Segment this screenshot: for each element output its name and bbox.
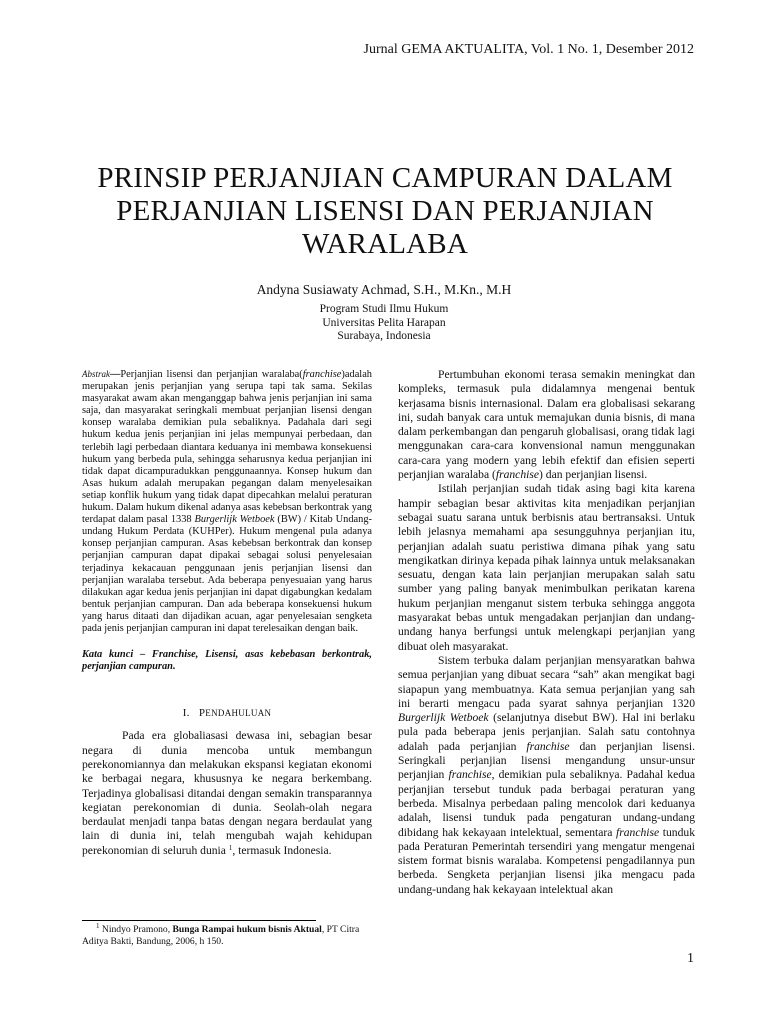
p1-text-a: Pertumbuhan ekonomi terasa semakin meningkat dan kompleks, termasuk pula didalamnya mengenai bentuk kerjasama bisnis internasional. Dalam era globalisasi sekarang ini, sudah banyak cara untuk memajukan dunia bisnis, di mana dalam perkembangan dan pengaruh globalisasi, orang tidak lagi menggunakan cara-cara konvensional namun menggunakan cara-cara yang modern yang lebih efektif dan efisien seperti perjanjian waralaba (: [398, 368, 695, 482]
keywords: Kata kunci – Franchise, Lisensi, asas kebebasan berkontrak, perjanjian campuran.: [82, 649, 372, 673]
footnote-rest: , PT Citra Aditya Bakti, Bandung, 2006, h 150.: [82, 924, 360, 947]
p3-text-e: tunduk pada Peraturan Pemerintah tersendiri yang mengatur mengenai sistem format bisnis waralaba. Kompetensi pengadilannya pun berbeda. Sengketa perjanjian lisensi jika mengacu pada undang-undang hak kekayaan intelektual akan: [398, 825, 695, 896]
paper-title: PRINSIP PERJANJIAN CAMPURAN DALAM PERJANJIAN LISENSI DAN PERJANJIAN WARALABA: [97, 162, 673, 260]
right-column: [398, 368, 695, 897]
section-rest: ENDAHULUAN: [205, 708, 272, 719]
page-number: 1: [687, 951, 694, 966]
left-column: [82, 368, 372, 858]
p3-franchise-1: franchise: [526, 739, 570, 753]
abstract-text-2: )adalah merupakan jenis perjanjian yang serupa tapi tak sama. Sekilas masyarakat awam akan menganggap bahwa jenis perjanjian ini sama saja, dan masyarakat seringkali membuat perjanjian lisensi dengan konsep waralaba demikian pula sebaliknya. Padahala dari segi hukum kedua jenis perjanjian ini jelas mempunyai perbedaan, dan terlebih lagi perbedaan diantara keduanya ini membawa konsekuensi hukum yang berbeda pula, sehingga seharusnya kedua perjanjian ini tidak dapat dicampuradukkan penggunaannya. Konsep hukum dan Asas hukum adalah merupakan pegangan dalam menyelesaikan setiap konflik hukum yang tidak dapat dipecahkan melalui peraturan hukum. Dalam hukum dikenal adanya asas kebebsan berkontrak yang terdapat dalam pasal 1338: [82, 369, 372, 526]
affiliation-university: Universitas Pelita Harapan: [322, 316, 446, 329]
section-numeral: I.: [182, 707, 190, 720]
affiliation-city: Surabaya, Indonesia: [337, 330, 431, 342]
p3-franchise-2: franchise: [448, 768, 492, 782]
abstract-dash: —: [110, 369, 121, 380]
footnote-divider: [82, 920, 316, 921]
paragraph-pertumbuhan: [398, 368, 695, 482]
intro-paragraph: [82, 729, 372, 858]
intro-text: Pada era globaliasasi dewasa ini, sebagian besar negara di dunia mencoba untuk membangun perekonomiannya dan melakukan ekspansi kegiatan ekonomi ke berbagai negara, khususnya ke negara berkembang. Terjadinya globalisasi ditandai dengan semakin transparannya kegiatan perekonomian di dunia. Seolah-olah negara berdaulat menjadi tanpa batas dengan negara berdaulat yang lain di dunia ini, telah mengubah wajah kehidupan perekonomian di seluruh dunia: [82, 729, 372, 857]
intro-tail: , termasuk Indonesia.: [232, 843, 332, 857]
abstract-text-1: Perjanjian lisensi dan perjanjian waralaba(: [120, 369, 303, 380]
paragraph-istilah: Istilah perjanjian sudah tidak asing bagi kita karena hampir sebagian besar aktivitas kita menjadikan perjanjian sebagai suatu sarana untuk berbisnis atau bertransaksi. Untuk lebih jelasnya memahami apa sesungguhnya perjanjian itu, perjanjian adalah suatu peristiwa dimana pihak yang satu mengikatkan dirinya kepada pihak lainnya untuk melaksanakan sesuatu, dengan kata lain perjanjian merupakan salah satu sumber yang paling banyak menimbulkan perikatan karena hukum perjanjian menganut sistem terbuka sehingga anggota masyarakat bebas untuk mengadakan perjanjian dan undang-undang hanya berfungsi untuk melengkapi perjanjian yang dibuat oleh masyarakat.: [398, 482, 695, 653]
abstract-bw: Burgerlijk Wetboek: [194, 514, 275, 526]
abstract: [82, 368, 372, 635]
abstract-label: Abstrak: [82, 369, 110, 379]
journal-header: Jurnal GEMA AKTUALITA, Vol. 1 No. 1, Desember 2012: [363, 42, 694, 57]
footnote-ref: 1: [228, 843, 233, 852]
author-name: Andyna Susiawaty Achmad, S.H., M.Kn., M.H: [256, 282, 512, 297]
p3-bw: Burgerlijk Wetboek: [398, 711, 489, 725]
section-heading-pendahuluan: [82, 707, 372, 719]
p1-franchise: franchise: [495, 468, 540, 482]
paragraph-sistem-terbuka: [398, 654, 695, 897]
section-initial: P: [198, 707, 206, 720]
p3-text-a: Sistem terbuka dalam perjanjian mensyaratkan bahwa semua perjanjian yang dibuat secara “sah” akan mengikat bagi siapapun yang membuatnya. Kata semua perjanjian yang sah ini berarti mengacu pada syarat sahnya perjanjian 1320: [398, 653, 695, 710]
p1-text-b: ) dan perjanjian lisensi.: [539, 468, 648, 482]
abstract-text-3: (BW) / Kitab Undang-undang Hukum Perdata (KUHPer). Hukum mengenal pula adanya konsep perjanjian campuran. Asas kebebsan berkontrak dan konsep perjanjian campuran dapat dipakai sebagai solusi penyelesaian terjadinya kekacauan penggunaan jenis perjanjian lisensi dan perjanjian waralaba tersebut. Ada beberapa penyesuaian yang harus dilakukan agar kedua jenis perjanjian ini dapat digabungkan kedalam bentuk perjanjian campuran. Dan ada beberapa konsekuensi hukum yang harus ditaati dan dijadikan acuan, agar penyelesaian sengketa pada jenis perjanjian campuran ini dapat terelesaikan dengan baik.: [82, 514, 372, 634]
abstract-franchise: franchise: [302, 369, 342, 380]
p3-text-c: dan perjanjian lisensi. Seringkali perjanjian lisensi mengandung unsur-unsur perjanjian: [398, 739, 695, 782]
p3-text-d: , demikian pula sebaliknya. Padahal kedua perjanjian tersebut tunduk pada berbagai peraturan yang berbeda. Misalnya perbedaan paling mencolok dari keduanya adalah, lisensi tunduk pada pengaturan undang-undang dibidang hak kekayaan intelektual, sementara: [398, 768, 695, 839]
footnote: [82, 924, 372, 948]
p3-franchise-3: franchise: [616, 825, 660, 839]
affiliation: [0, 303, 768, 344]
footnote-book: Bunga Rampai hukum bisnis Aktual: [172, 924, 322, 935]
affiliation-program: Program Studi Ilmu Hukum: [319, 303, 449, 315]
p3-text-b: (selanjutnya disebut BW). Hal ini berlaku pula pada beberapa jenis perjanjian. Salah satu contohnya adalah pada perjanjian: [398, 711, 695, 753]
footnote-number: 1: [96, 922, 100, 930]
footnote-author: Nindyo Pramono,: [99, 924, 173, 935]
